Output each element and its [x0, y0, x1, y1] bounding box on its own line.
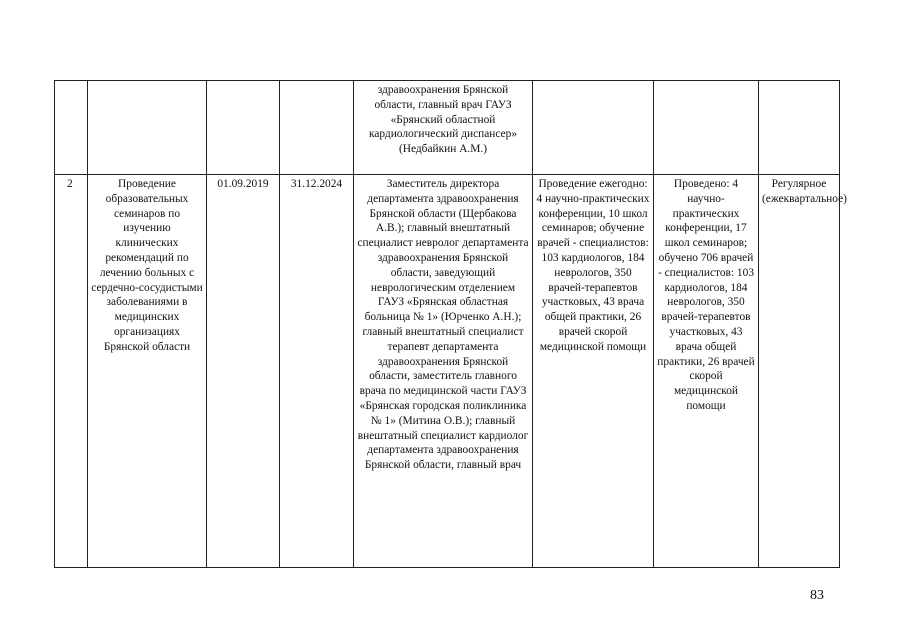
cell-periodicity	[759, 81, 840, 175]
periodicity-text: Регулярное (ежеквартальное)	[762, 178, 847, 205]
responsible-continuation-text: здравоохранения Брянской области, главный врач ГАУЗ «Брянский областной кардиологический диспансер» (Недбайкин А.М.)	[368, 84, 518, 156]
cell-start-date	[207, 81, 280, 175]
cell-actual-result	[654, 81, 759, 175]
cell-responsible	[354, 81, 533, 175]
page-number: 83	[810, 588, 824, 603]
cell-start-date	[207, 175, 280, 568]
cell-end-date	[280, 175, 354, 568]
event-text: Проведение образовательных семинаров по изучению клинических рекомендаций по лечению больных с сердечно-сосудистыми заболеваниями в медицинских организациях Брянской области	[91, 178, 203, 353]
events-table	[54, 80, 847, 568]
cell-planned-result	[533, 81, 654, 175]
start-date: 01.09.2019	[217, 178, 269, 190]
cell-number	[55, 175, 88, 568]
table-row	[55, 175, 840, 568]
cell-actual-result	[654, 175, 759, 568]
cell-event	[88, 175, 207, 568]
table-row	[55, 81, 840, 175]
cell-end-date	[280, 81, 354, 175]
cell-periodicity	[759, 175, 847, 568]
cell-event	[88, 81, 207, 175]
cell-planned-result	[533, 175, 654, 568]
row-number: 2	[67, 178, 73, 190]
cell-number	[55, 81, 88, 175]
planned-result-text: Проведение ежегодно: 4 научно-практических конференции, 10 школ семинаров; обучение врачей - специалистов: 103 кардиологов, 184 неврологов, 350 врачей-терапевтов участковых, 43 врача общей практики, 26 врачей скорой медицинской помощи	[536, 178, 650, 353]
end-date: 31.12.2024	[290, 178, 343, 190]
responsible-text: Заместитель директора департамента здравоохранения Брянской области (Щербакова А.В.); главный внештатный специалист невролог департамента здравоохранения Брянской области, заведующий неврологическим отделением ГАУЗ «Брянская областная больница № 1» (Юрченко А.Н.); главный внештатный специалист терапевт департамента здравоохранения Брянской области, заместитель главного врача по медицинской части ГАУЗ «Брянская городская поликлиника № 1» (Митина О.В.); главный внештатный специалист кардиолог департамента здравоохранения Брянской области, главный врач	[357, 178, 529, 472]
cell-responsible	[354, 175, 533, 568]
actual-result-text: Проведено: 4 научно-практических конференции, 17 школ семинаров; обучено 706 врачей - специалистов: 103 кардиологов, 184 неврологов, 350 врачей-терапевтов участковых, 43 врача общей практики, 26 врачей скорой медицинской помощи	[657, 178, 755, 412]
